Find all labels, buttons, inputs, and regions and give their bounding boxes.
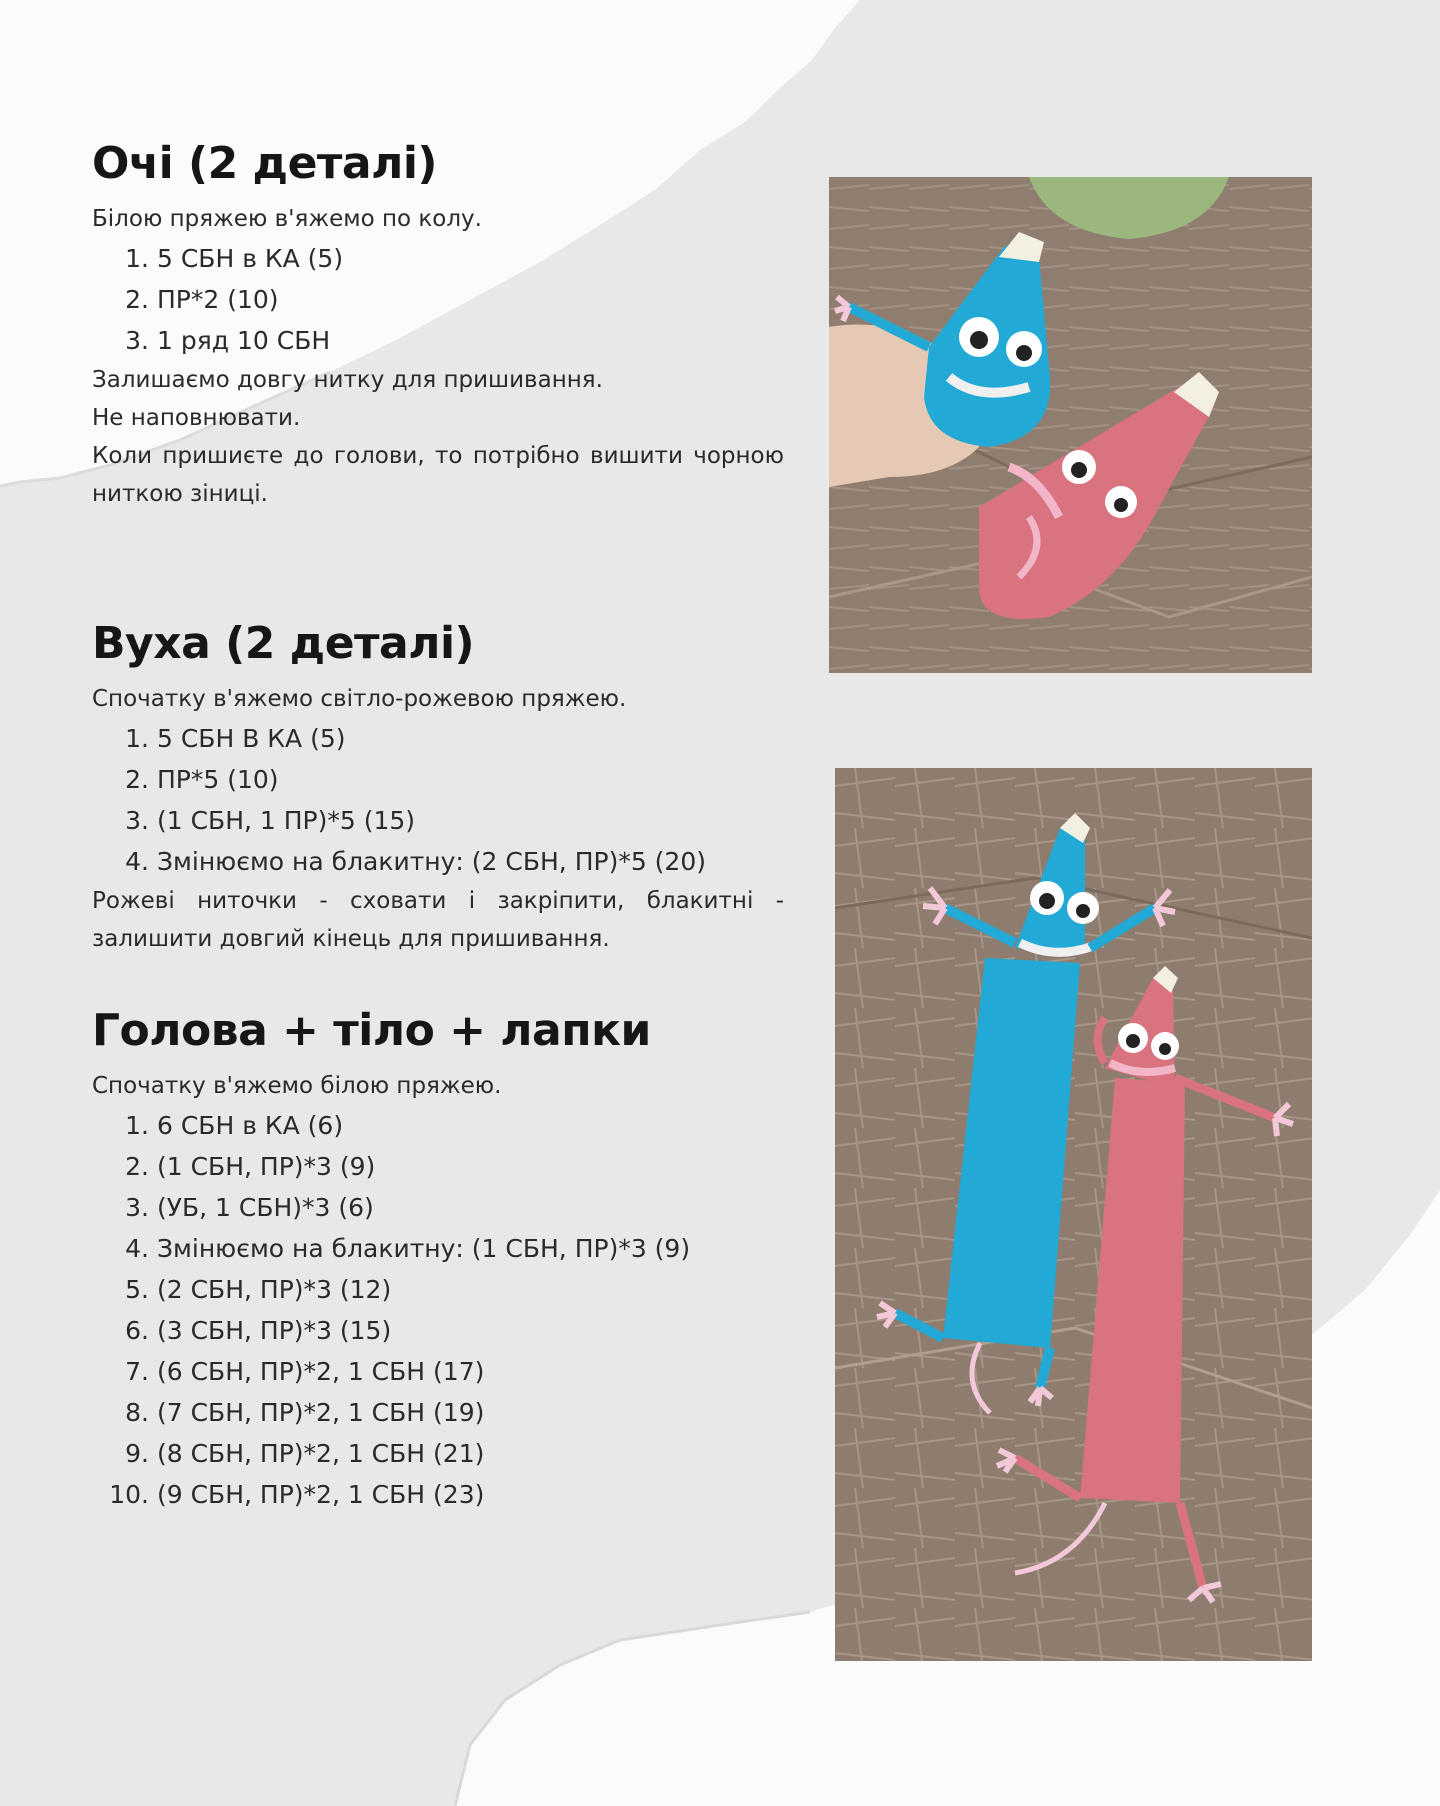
list-item [92, 1392, 792, 1433]
step-text: 6 СБН в КА (6) [157, 1111, 344, 1140]
list-item [92, 718, 792, 759]
section-ears [92, 618, 792, 958]
list-item [92, 238, 792, 279]
list-item [92, 1433, 792, 1474]
list-item [92, 1269, 792, 1310]
step-number: 7. [125, 1357, 149, 1386]
list-item [92, 320, 792, 361]
list-item [92, 1474, 792, 1515]
list-item [92, 1105, 792, 1146]
step-number: 2. [125, 1152, 149, 1181]
step-text: (1 СБН, ПР)*3 (9) [157, 1152, 376, 1181]
section-eyes [92, 138, 792, 513]
step-text: (6 СБН, ПР)*2, 1 СБН (17) [157, 1357, 485, 1386]
list-item [92, 1228, 792, 1269]
eyes-intro: Білою пряжею в'яжемо по колу. [92, 206, 482, 232]
eyes-steps [92, 238, 792, 361]
step-number: 9. [125, 1439, 149, 1468]
step-text: ПР*2 (10) [157, 285, 279, 314]
step-text: (7 СБН, ПР)*2, 1 СБН (19) [157, 1398, 485, 1427]
list-item [92, 1310, 792, 1351]
step-number: 3. [125, 806, 149, 835]
photo-bookmarks [835, 768, 1312, 1661]
step-number: 8. [125, 1398, 149, 1427]
eyes-note-thread: Залишаємо довгу нитку для пришивання. [92, 367, 603, 393]
step-text: (9 СБН, ПР)*2, 1 СБН (23) [157, 1480, 485, 1509]
step-number: 10. [109, 1480, 149, 1509]
step-number: 6. [125, 1316, 149, 1345]
list-item [92, 800, 792, 841]
section-body-title: Голова + тіло + лапки [92, 1005, 651, 1056]
step-text: (8 СБН, ПР)*2, 1 СБН (21) [157, 1439, 485, 1468]
list-item [92, 1187, 792, 1228]
step-number: 3. [125, 326, 149, 355]
eyes-note-no-stuffing: Не наповнювати. [92, 405, 301, 431]
ears-intro: Спочатку в'яжемо світло-рожевою пряжею. [92, 686, 627, 712]
list-item [92, 279, 792, 320]
step-text: (2 СБН, ПР)*3 (12) [157, 1275, 392, 1304]
body-intro: Спочатку в'яжемо білою пряжею. [92, 1073, 502, 1099]
photo-toys-in-hand [829, 177, 1312, 673]
step-text: ПР*5 (10) [157, 765, 279, 794]
list-item [92, 1351, 792, 1392]
step-number: 2. [125, 765, 149, 794]
list-item [92, 759, 792, 800]
step-number: 3. [125, 1193, 149, 1222]
step-number: 5. [125, 1275, 149, 1304]
step-number: 1. [125, 1111, 149, 1140]
step-text: 5 СБН в КА (5) [157, 244, 344, 273]
ears-steps [92, 718, 792, 882]
step-text: Змінюємо на блакитну: (1 СБН, ПР)*3 (9) [157, 1234, 691, 1263]
list-item [92, 1146, 792, 1187]
step-text: 5 СБН В КА (5) [157, 724, 346, 753]
section-head-body-paws [92, 1005, 792, 1515]
section-eyes-title: Очі (2 деталі) [92, 138, 438, 189]
eyes-note-pupils: Коли пришиєте до голови, то потрібно вишити чорною ниткою зіниці. [92, 443, 784, 507]
step-number: 4. [125, 1234, 149, 1263]
list-item [92, 841, 792, 882]
step-number: 2. [125, 285, 149, 314]
step-number: 1. [125, 724, 149, 753]
step-text: Змінюємо на блакитну: (2 СБН, ПР)*5 (20) [157, 847, 706, 876]
step-text: (3 СБН, ПР)*3 (15) [157, 1316, 392, 1345]
step-text: (УБ, 1 СБН)*3 (6) [157, 1193, 374, 1222]
step-text: 1 ряд 10 СБН [157, 326, 331, 355]
step-number: 4. [125, 847, 149, 876]
section-ears-title: Вуха (2 деталі) [92, 618, 475, 669]
body-steps [92, 1105, 792, 1515]
step-text: (1 СБН, 1 ПР)*5 (15) [157, 806, 416, 835]
ears-note-threads: Рожеві ниточки - сховати і закріпити, блакитні - залишити довгий кінець для пришивання. [92, 888, 784, 952]
step-number: 1. [125, 244, 149, 273]
